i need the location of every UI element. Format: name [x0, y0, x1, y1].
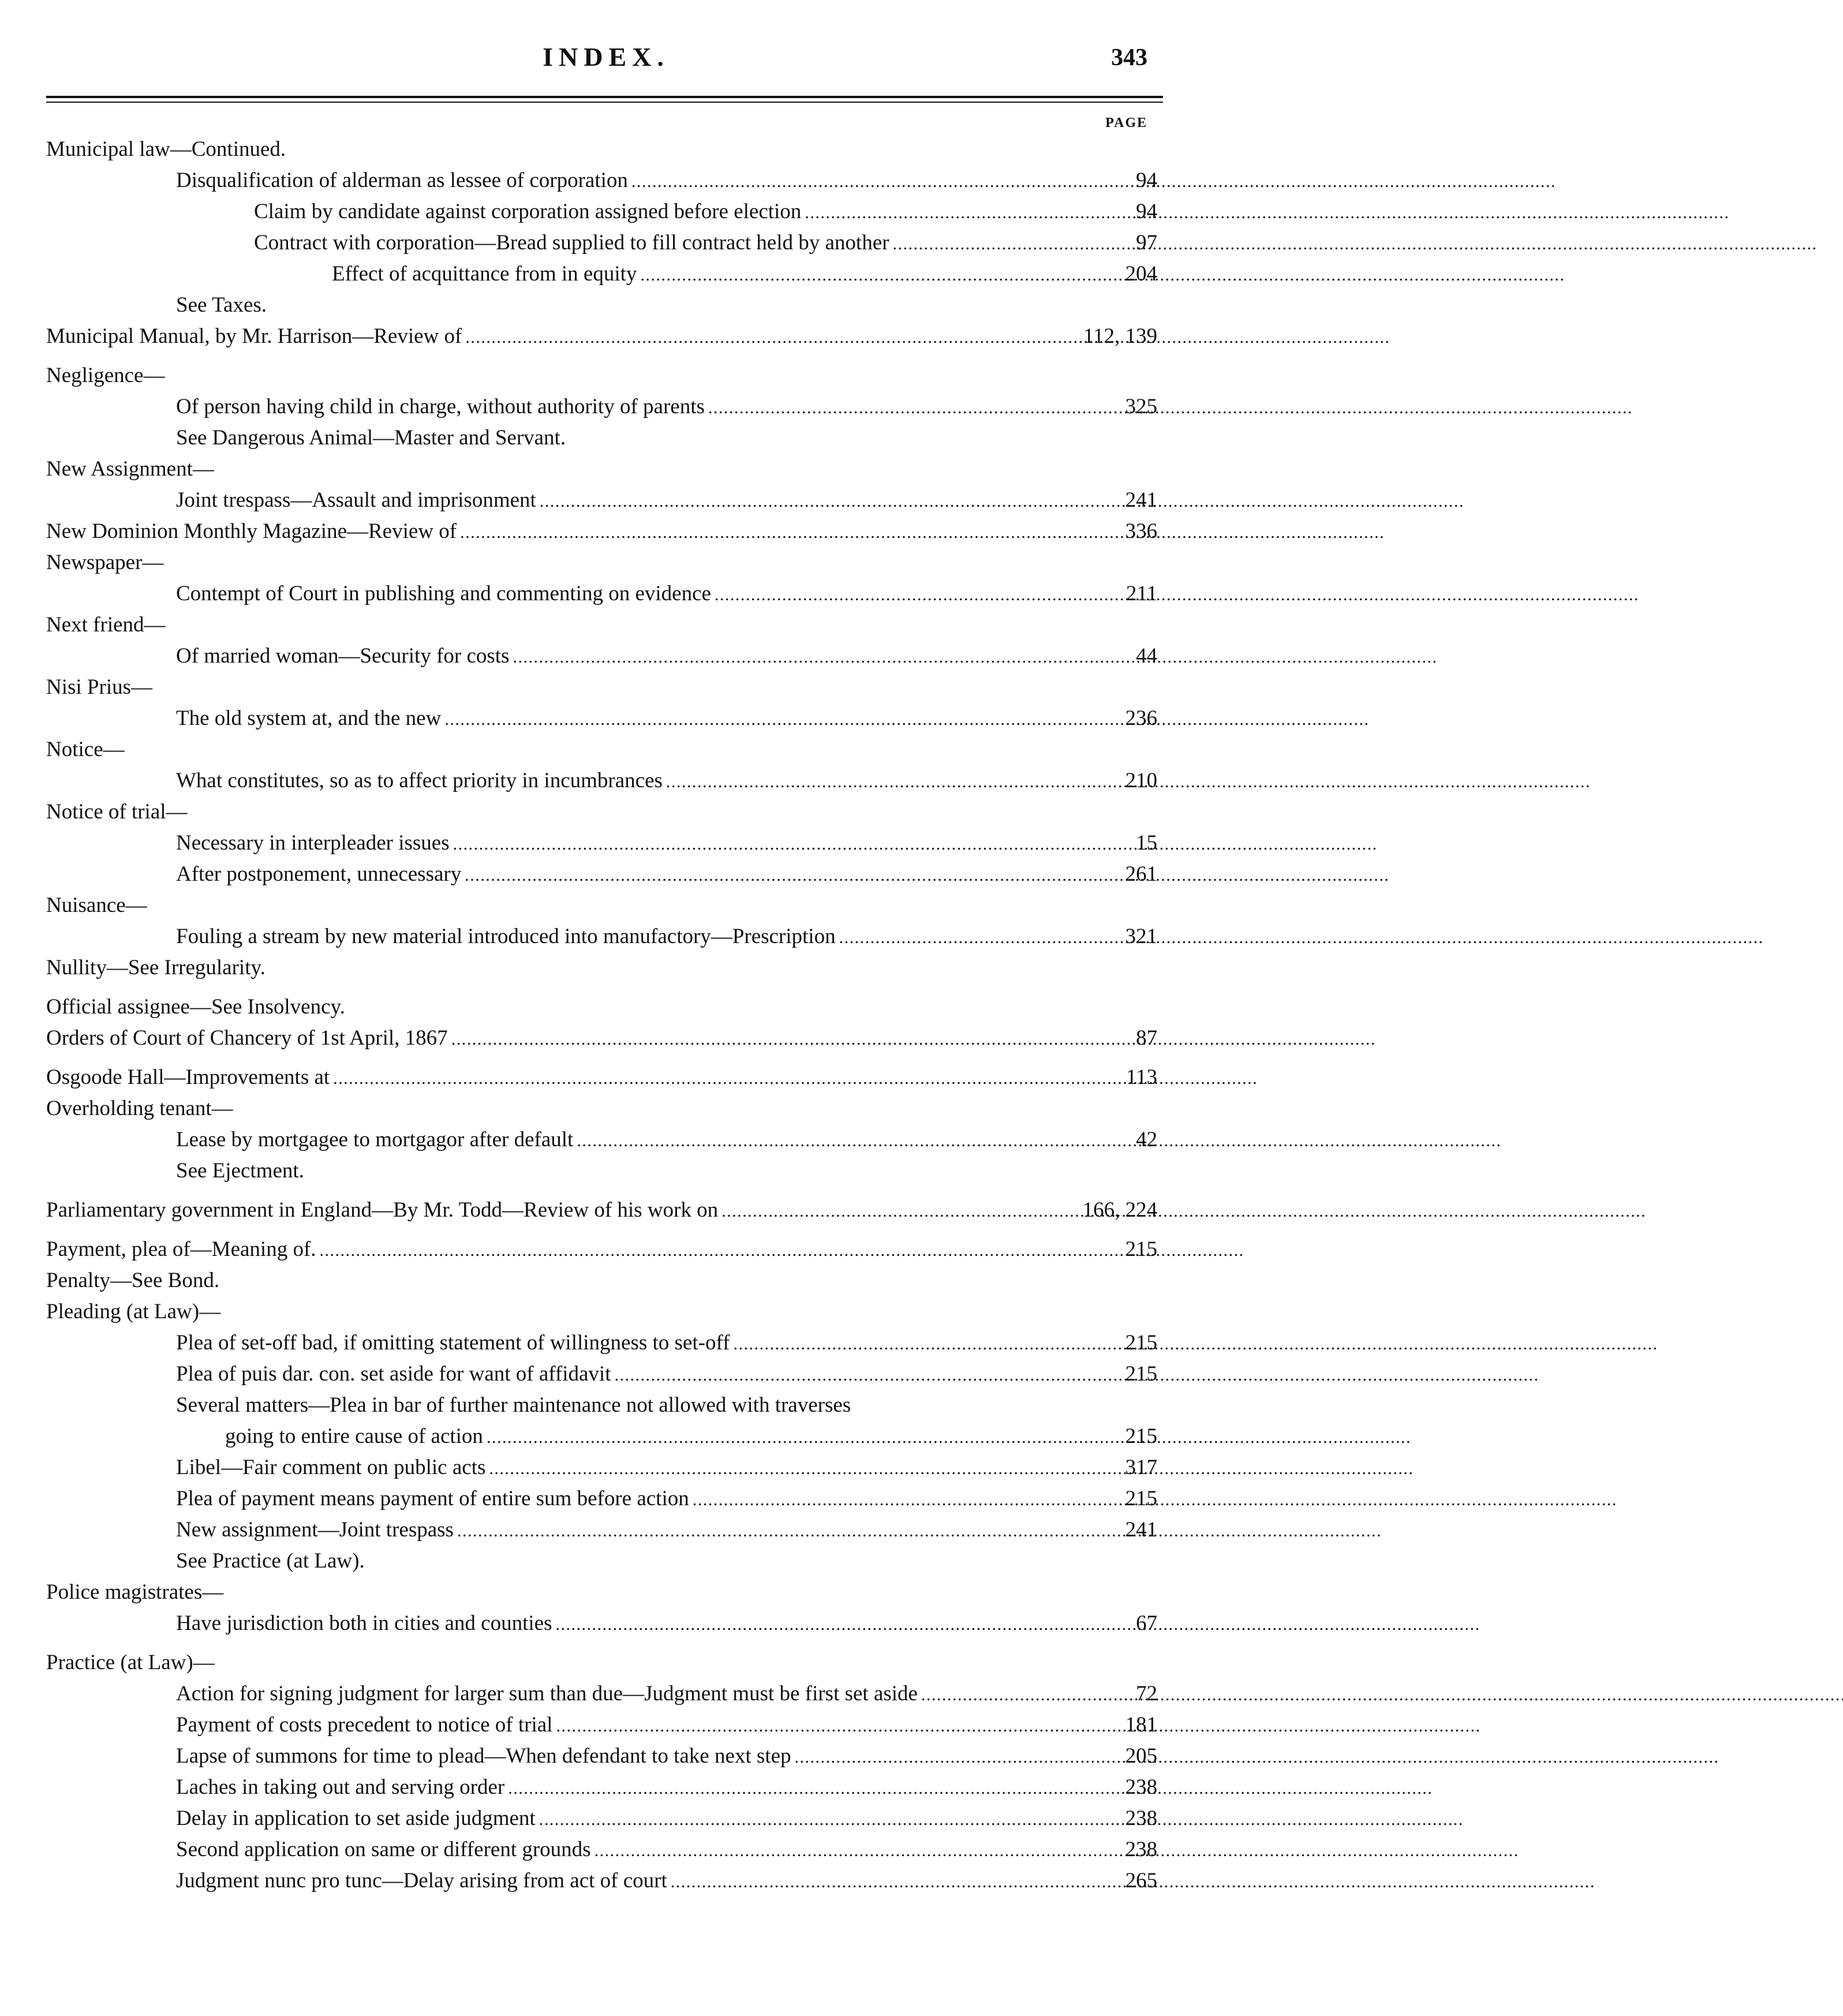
- leader-dots: [460, 516, 1119, 548]
- index-entry: [46, 360, 1157, 391]
- entry-text: Necessary in interpleader issues: [176, 831, 450, 855]
- index-entry: [46, 890, 1157, 921]
- index-entry: [46, 1359, 1157, 1390]
- index-entry: [46, 1608, 1157, 1639]
- leader-dots: [513, 641, 1119, 673]
- entry-text: Payment of costs precedent to notice of trial: [176, 1713, 553, 1737]
- entry-text: Disqualification of alderman as lessee of corporation: [176, 169, 628, 192]
- entry-page: 113: [1126, 1065, 1157, 1089]
- entry-text: Have jurisdiction both in cities and counties: [176, 1611, 552, 1635]
- index-entry: [46, 454, 1157, 485]
- leader-dots: [640, 259, 1119, 291]
- entry-page: 265: [1125, 1869, 1157, 1892]
- entry-page: 181: [1125, 1713, 1157, 1737]
- index-entry: [46, 859, 1157, 890]
- entry-text: Laches in taking out and serving order: [176, 1775, 505, 1799]
- entry-text: Orders of Court of Chancery of 1st April, 1867: [46, 1026, 448, 1050]
- page-column-label: PAGE: [1105, 115, 1147, 130]
- leader-dots: [457, 1514, 1119, 1547]
- entry-page: 215: [1125, 1424, 1157, 1448]
- entry-text: Lapse of summons for time to plead—When defendant to take next step: [176, 1744, 791, 1768]
- entry-page: 215: [1125, 1331, 1157, 1355]
- entry-text: Judgment nunc pro tunc—Delay arising from act of court: [176, 1869, 667, 1892]
- entry-text: What constitutes, so as to affect priority in incumbrances: [176, 769, 663, 792]
- header-rule-thin: [46, 102, 1163, 103]
- entry-text: Negligence—: [46, 364, 165, 387]
- header-rule-thick: [46, 96, 1163, 98]
- entry-text: See Ejectment.: [176, 1159, 304, 1183]
- entry-page: 215: [1125, 1362, 1157, 1386]
- leader-dots: [508, 1772, 1119, 1804]
- entry-text: See Taxes.: [176, 293, 267, 317]
- index-entry: [46, 1124, 1157, 1155]
- entry-text: Plea of set-off bad, if omitting statement of willingness to set-off: [176, 1331, 730, 1355]
- entry-text: Contract with corporation—Bread supplied to fill contract held by another: [254, 231, 889, 255]
- entry-text: New Dominion Monthly Magazine—Review of: [46, 519, 457, 543]
- entry-text: Nisi Prius—: [46, 675, 153, 699]
- leader-dots: [733, 1327, 1119, 1360]
- leader-dots: [671, 1865, 1119, 1898]
- entry-page: 97: [1136, 231, 1157, 255]
- entry-text: Notice—: [46, 738, 125, 761]
- entry-page: 210: [1125, 769, 1157, 792]
- entry-text: Libel—Fair comment on public acts: [176, 1456, 486, 1479]
- entry-page: 112, 139: [1083, 324, 1157, 348]
- index-entry: [46, 921, 1157, 952]
- index-entry: [46, 796, 1157, 828]
- entry-text: Delay in application to set aside judgment: [176, 1806, 536, 1830]
- index-entry: [46, 1234, 1157, 1265]
- entry-text: After postponement, unnecessary: [176, 862, 462, 886]
- leader-dots: [839, 921, 1119, 953]
- leader-dots: [666, 765, 1119, 798]
- entry-text: Official assignee—See Insolvency.: [46, 995, 345, 1019]
- index-entry: [46, 1195, 1157, 1226]
- entry-text: Lease by mortgagee to mortgagor after default: [176, 1128, 574, 1151]
- entry-text: New Assignment—: [46, 457, 214, 481]
- entry-text: Municipal law—Continued.: [46, 137, 286, 161]
- leader-dots: [708, 391, 1119, 424]
- leader-dots: [715, 578, 1119, 611]
- entry-page: 215: [1125, 1487, 1157, 1510]
- index-entry: [46, 1421, 1157, 1452]
- entry-page: 87: [1136, 1026, 1157, 1050]
- entry-text: Penalty—See Bond.: [46, 1269, 220, 1292]
- entry-text: Second application on same or different grounds: [176, 1838, 591, 1861]
- index-entry: [46, 1647, 1157, 1678]
- index-entry: [46, 165, 1157, 196]
- leader-dots: [921, 1678, 1119, 1711]
- leader-dots: [722, 1195, 1079, 1227]
- leader-dots: [795, 1741, 1119, 1773]
- index-entry: [46, 1062, 1157, 1093]
- index-entry: [46, 609, 1157, 641]
- entry-page: 42: [1136, 1128, 1157, 1151]
- entry-page: 72: [1136, 1682, 1157, 1705]
- entry-page: 204: [1125, 262, 1157, 286]
- leader-dots: [333, 1062, 1119, 1094]
- index-entry: [46, 1678, 1157, 1710]
- entry-page: 94: [1136, 200, 1157, 223]
- leader-dots: [465, 859, 1119, 891]
- page-header: [0, 42, 1212, 88]
- index-entry: [46, 1803, 1157, 1834]
- index-entry: [46, 547, 1157, 578]
- index-entry: [46, 1710, 1157, 1741]
- index-entry: [46, 672, 1157, 703]
- entry-text: Practice (at Law)—: [46, 1651, 215, 1674]
- entry-text: Payment, plea of—Meaning of.: [46, 1237, 316, 1261]
- entry-page: 336: [1125, 519, 1157, 543]
- entry-page: 317: [1125, 1456, 1157, 1479]
- index-entry: [46, 134, 1157, 165]
- index-entries: [46, 134, 1157, 1897]
- index-entry: [46, 1865, 1157, 1897]
- index-entry: [46, 391, 1157, 422]
- page-number: 343: [1111, 44, 1147, 71]
- index-entry: [46, 992, 1157, 1023]
- entry-text: Osgoode Hall—Improvements at: [46, 1065, 330, 1089]
- index-entry: [46, 1093, 1157, 1124]
- leader-dots: [539, 1803, 1119, 1835]
- index-entry: [46, 1327, 1157, 1359]
- entry-text: Next friend—: [46, 613, 166, 637]
- entry-page: 215: [1125, 1237, 1157, 1261]
- entry-text: Fouling a stream by new material introduced into manufactory—Prescription: [176, 925, 836, 948]
- entry-page: 205: [1125, 1744, 1157, 1768]
- entry-page: 261: [1125, 862, 1157, 886]
- index-entry: [46, 485, 1157, 516]
- leader-dots: [577, 1124, 1119, 1157]
- leader-dots: [320, 1234, 1119, 1266]
- entry-text: Parliamentary government in England—By Mr. Todd—Review of his work on: [46, 1198, 719, 1222]
- entry-text: Overholding tenant—: [46, 1097, 233, 1120]
- entry-text: Of person having child in charge, without authority of parents: [176, 395, 705, 418]
- leader-dots: [453, 828, 1119, 860]
- leader-dots: [465, 321, 1080, 353]
- entry-page: 15: [1136, 831, 1157, 855]
- entry-page: 67: [1136, 1611, 1157, 1635]
- entry-text: Joint trespass—Assault and imprisonment: [176, 488, 536, 512]
- entry-text: Police magistrates—: [46, 1580, 224, 1604]
- entry-text: New assignment—Joint trespass: [176, 1518, 454, 1542]
- index-entry: [46, 641, 1157, 672]
- entry-text: Newspaper—: [46, 551, 164, 574]
- leader-dots: [444, 703, 1119, 735]
- entry-text: Plea of puis dar. con. set aside for want of affidavit: [176, 1362, 611, 1386]
- index-entry: [46, 422, 1157, 454]
- leader-dots: [631, 165, 1119, 197]
- index-entry: [46, 516, 1157, 547]
- index-entry: [46, 1772, 1157, 1803]
- entry-page: 94: [1136, 169, 1157, 192]
- entry-text: Of married woman—Security for costs: [176, 644, 510, 668]
- index-entry: [46, 1452, 1157, 1483]
- leader-dots: [595, 1834, 1119, 1867]
- entry-page: 321: [1125, 925, 1157, 948]
- index-entry: [46, 1390, 1157, 1421]
- entry-text: Plea of payment means payment of entire sum before action: [176, 1487, 689, 1510]
- entry-text: Notice of trial—: [46, 800, 188, 824]
- index-entry: [46, 703, 1157, 734]
- entry-text: See Dangerous Animal—Master and Servant.: [176, 426, 566, 450]
- entry-page: 236: [1125, 706, 1157, 730]
- index-entry: [46, 1296, 1157, 1327]
- index-entry: [46, 290, 1157, 321]
- leader-dots: [487, 1421, 1119, 1453]
- entry-text: Municipal Manual, by Mr. Harrison—Review of: [46, 324, 462, 348]
- entry-page: 241: [1125, 488, 1157, 512]
- entry-page: 325: [1125, 395, 1157, 418]
- leader-dots: [892, 227, 1119, 260]
- entry-text: Effect of acquittance from in equity: [332, 262, 637, 286]
- index-entry: [46, 1023, 1157, 1054]
- index-entry: [46, 259, 1157, 290]
- leader-dots: [556, 1710, 1119, 1742]
- leader-dots: [451, 1023, 1119, 1055]
- index-entry: [46, 1265, 1157, 1296]
- entry-text: Nuisance—: [46, 893, 147, 917]
- index-entry: [46, 227, 1157, 259]
- index-entry: [46, 1546, 1157, 1577]
- index-entry: [46, 734, 1157, 765]
- index-entry: [46, 578, 1157, 609]
- index-entry: [46, 828, 1157, 859]
- entry-page: 166, 224: [1082, 1198, 1157, 1222]
- entry-text: See Practice (at Law).: [176, 1549, 365, 1573]
- index-entry: [46, 1483, 1157, 1514]
- entry-text: Pleading (at Law)—: [46, 1300, 221, 1323]
- index-entry: [46, 765, 1157, 796]
- index-entry: [46, 1577, 1157, 1608]
- entry-text: Several matters—Plea in bar of further maintenance not allowed with traverses: [176, 1393, 851, 1417]
- entry-text: going to entire cause of action: [225, 1424, 483, 1448]
- entry-text: The old system at, and the new: [176, 706, 442, 730]
- entry-page: 238: [1125, 1806, 1157, 1830]
- index-entry: [46, 952, 1157, 983]
- page-title: INDEX.: [543, 42, 670, 72]
- index-entry: [46, 321, 1157, 352]
- entry-page: 238: [1125, 1838, 1157, 1861]
- entry-page: 238: [1125, 1775, 1157, 1799]
- index-entry: [46, 1155, 1157, 1187]
- entry-text: Contempt of Court in publishing and commenting on evidence: [176, 582, 711, 605]
- entry-text: Claim by candidate against corporation assigned before election: [254, 200, 802, 223]
- entry-page: 241: [1125, 1518, 1157, 1542]
- index-entry: [46, 196, 1157, 227]
- leader-dots: [693, 1483, 1119, 1516]
- entry-text: Nullity—See Irregularity.: [46, 956, 266, 979]
- index-entry: [46, 1514, 1157, 1546]
- leader-dots: [555, 1608, 1119, 1640]
- index-entry: [46, 1741, 1157, 1772]
- leader-dots: [540, 485, 1119, 517]
- leader-dots: [489, 1452, 1119, 1484]
- leader-dots: [805, 196, 1119, 229]
- index-entry: [46, 1834, 1157, 1865]
- entry-text: Action for signing judgment for larger sum than due—Judgment must be first set aside: [176, 1682, 918, 1705]
- leader-dots: [615, 1359, 1120, 1391]
- entry-page: 44: [1136, 644, 1157, 668]
- entry-page: 211: [1126, 582, 1157, 605]
